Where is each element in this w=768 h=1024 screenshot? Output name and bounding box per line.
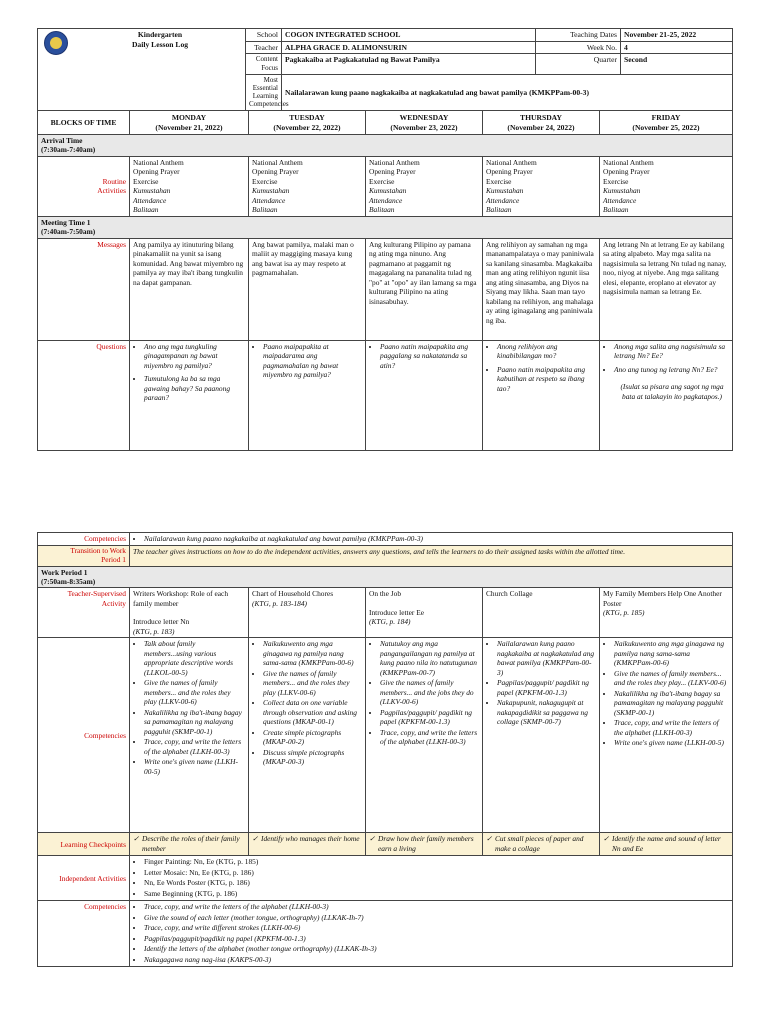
question-item: • Anong mga salita ang nagsisimula sa letrang Nn? Ee? <box>614 342 729 361</box>
question-item: • Paano natin maipapakita ang paggalang sa nakatatanda sa atin? <box>380 342 479 370</box>
independent-activity-item: • Finger Painting: Nn, Ee (KTG, p. 185) <box>144 857 729 866</box>
questions-note: (Isulat sa pisara ang sagot ng mga bata at talakayin ito pagkatapos.) <box>620 382 724 401</box>
question-item: • Paano natin maipapakita ang kabutihan at respeto sa ibang tao? <box>497 365 596 393</box>
competency-item: • Give the names of family members... and the roles they play (LLKV-00-6) <box>144 678 245 706</box>
teacher-supervised-label: Teacher-Supervised Activity <box>38 588 130 638</box>
tsa-thursday: Church Collage <box>483 588 600 638</box>
competency-item: • Give the sound of each letter (mother tongue, orthography) (LLKAK-Ih-7) <box>144 913 729 922</box>
competency-item: • Pagpilas/paggupit/pagdikit ng papel (KPKFM-00-1.3) <box>144 934 729 943</box>
routine-item: National Anthem <box>252 157 303 167</box>
message-tuesday: Ang bawat pamilya, malaki man o maliit ay maggiging masaya kung ang bawat isa ay may respeto at pagmamahalan. <box>249 238 366 340</box>
routine-item: Exercise <box>252 176 278 186</box>
blocks-of-time-header: BLOCKS OF TIME <box>38 111 130 135</box>
competency-item: • Naikukuwento ang mga ginagawa ng pamilya nang sama-sama (KMKPPam-00-6) <box>263 639 362 667</box>
routine-item: Opening Prayer <box>133 167 180 177</box>
competencies-label: Competencies <box>38 638 130 833</box>
questions-monday <box>130 340 249 450</box>
header-table <box>37 28 733 111</box>
competencies-monday <box>130 638 249 833</box>
routine-cell-thursday <box>483 156 600 216</box>
independent-activity-item: • Same Beginning (KTG, p. 186) <box>144 889 729 898</box>
routine-item: Kumustahan <box>133 186 171 196</box>
questions-wednesday <box>366 340 483 450</box>
independent-activity-item: • Letter Mosaic: Nn, Ee (KTG, p. 186) <box>144 868 729 877</box>
competencies-label-top: Competencies <box>38 533 130 546</box>
routine-cell-monday <box>130 156 249 216</box>
message-wednesday: Ang kulturang Pilipino ay pamana ng ating mga ninuno. Ang pagmamano at paggamit ng magagalang na pananalita tulad ng "po" at "opo" ay ilan lamang sa mga kulturang Pilipino na ating isinasabuhay. <box>366 238 483 340</box>
competency-item: • Give the names of family members... and the jobs they do (LLKV-00-6) <box>380 678 479 706</box>
routine-item: Exercise <box>133 176 159 186</box>
message-friday: Ang letrang Nn at letrang Ee ay kabilang sa ating alpabeto. May mga salita na nagsisimula sa letrang Nn tulad ng nanay, noo, niyog at niyebe. Ang mga salitang elesi, elepante, eroplano at elevator ay nagsisimula naman sa letrang Ee. <box>600 238 733 340</box>
routine-item: Exercise <box>369 176 395 186</box>
routine-item: Opening Prayer <box>486 167 533 177</box>
competency-item: • Create simple pictographs (MKAP-00-2) <box>263 728 362 747</box>
competencies-wednesday <box>366 638 483 833</box>
competency-item: • Nakagagawa nang nag-iisa (KAKPS-00-3) <box>144 955 729 964</box>
competency-item: • Nakapupunit, nakagugupit at nakapagdidikit sa paggawa ng collage (SKMP-00-7) <box>497 698 596 726</box>
questions-friday <box>600 340 733 450</box>
competency-item: • Identify the letters of the alphabet (mother tongue orthography) (LLKAK-Ih-3) <box>144 944 729 953</box>
tsa-wednesday: On the Job Introduce letter Ee (KTG, p. 184) <box>366 588 483 638</box>
competency-item: • Give the names of family members... and the roles they play... (LLKV-00-6) <box>614 669 729 688</box>
routine-item: Balitaan <box>603 205 629 215</box>
focus-label: Content Focus <box>246 54 282 75</box>
competency-item: • Natutukoy ang mga pangangailangan ng pamilya at kung paano nila ito natutugunan (KMKPPam-00-7) <box>380 639 479 677</box>
question-item: • Anong relihiyon ang kinabibilangan mo? <box>497 342 596 361</box>
routine-item: Kumustahan <box>369 186 407 196</box>
question-item: • Ano ang tunog ng letrang Nn? Ee? <box>614 365 729 374</box>
routine-item: Exercise <box>486 176 512 186</box>
routine-item: Attendance <box>133 195 167 205</box>
routine-item: Attendance <box>252 195 286 205</box>
top-competency: • Nailalarawan kung paano nagkakaiba at nagkakatulad ang bawat pamilya (KMKPPam-00-3) <box>130 533 733 546</box>
competency-item: • Collect data on one variable through observation and asking questions (MKAP-00-1) <box>263 698 362 726</box>
dates-value: November 21-25, 2022 <box>621 29 733 42</box>
independent-activities-label: Independent Activities <box>38 856 130 901</box>
competency-item: • Talk about family members...using various appropriate descriptive words (LLKOL-00-5) <box>144 639 245 677</box>
teacher-label: Teacher <box>246 41 282 54</box>
competency-item: • Trace, copy, and write the letters of the alphabet (LLKH-00-3) <box>380 728 479 747</box>
tsa-monday: Writers Workshop: Role of each family member Introduce letter Nn (KTG, p. 183) <box>130 588 249 638</box>
week-label: Week No. <box>536 41 621 54</box>
message-thursday: Ang relihiyon ay samahan ng mga mananampalataya o may paniniwala sa kanilang sinasamba. Magkakaiba man ang ating relihiyon ngunit iisa ang ating sinasamba, ang Diyos na Siyang may likha. Saan man tayo kabilang na relihiyon, ang mahalaga ay ating iginagalang ang paniniwala ng iba. <box>483 238 600 340</box>
competency-item: • Trace, copy, and write the letters of the alphabet (LLKH-00-3) <box>614 718 729 737</box>
focus-value: Pagkakaiba at Pagkakatulad ng Bawat Pamilya <box>282 54 536 75</box>
grade-cell <box>38 29 246 111</box>
question-item: • Tumutulong ka ba sa mga gawaing bahay? Sa paanong paraan? <box>144 374 245 402</box>
work-period-table <box>37 532 733 967</box>
competency-item: • Write one's given name (LLKH-00-5) <box>614 738 729 747</box>
school-label: School <box>246 29 282 42</box>
tsa-friday: My Family Members Help One Another Poster (KTG, p. 185) <box>600 588 733 638</box>
schedule-table <box>37 110 733 451</box>
routine-cell-wednesday <box>366 156 483 216</box>
bottom-competencies-label: Competencies <box>38 901 130 967</box>
checkpoint-monday: ✓ Describe the roles of their family member <box>130 833 249 856</box>
tsa-tuesday: Chart of Household Chores (KTG, p. 183-184) <box>249 588 366 638</box>
checkpoint-friday: ✓ Identify the name and sound of letter Nn and Ee <box>600 833 733 856</box>
routine-item: Attendance <box>486 195 520 205</box>
routine-item: National Anthem <box>133 157 184 167</box>
teacher-value: ALPHA GRACE D. ALIMONSURIN <box>282 41 536 54</box>
transition-label: Transition to Work Period 1 <box>38 546 130 566</box>
questions-label: Questions <box>38 340 130 450</box>
competency-item: • Pagpilas/paggupit/ pagdikit ng papel (KPKFM-00-1.3) <box>497 678 596 697</box>
checkpoint-wednesday: ✓ Draw how their family members earn a living <box>366 833 483 856</box>
routine-cell-tuesday <box>249 156 366 216</box>
independent-activities <box>130 856 733 901</box>
day-header-thursday: THURSDAY (November 24, 2022) <box>483 111 600 135</box>
question-item: • Ano ang mga tungkuling ginagampanan ng bawat miyembro ng pamilya? <box>144 342 245 370</box>
routine-cell-friday <box>600 156 733 216</box>
messages-label: Messages <box>38 238 130 340</box>
competency-item: • Nailalarawan kung paano nagkakaiba at nagkakatulad ang bawat pamilya (KMKPPam-00-3) <box>497 639 596 677</box>
day-header-wednesday: WEDNESDAY (November 23, 2022) <box>366 111 483 135</box>
competency-item: • Write one's given name (LLKH-00-5) <box>144 757 245 776</box>
routine-item: Kumustahan <box>252 186 290 196</box>
routine-item: Attendance <box>603 195 637 205</box>
arrival-time-row: Arrival Time (7:30am-7:40am) <box>38 135 733 157</box>
routine-item: Kumustahan <box>603 186 641 196</box>
day-header-friday: FRIDAY (November 25, 2022) <box>600 111 733 135</box>
day-header-monday: MONDAY (November 21, 2022) <box>130 111 249 135</box>
competency-item: • Trace, copy, and write the letters of the alphabet (LLKH-00-3) <box>144 902 729 911</box>
school-value: COGON INTEGRATED SCHOOL <box>282 29 536 42</box>
mel-label: Most Essential Learning Competencies <box>246 75 282 110</box>
quarter-label: Quarter <box>536 54 621 75</box>
competencies-friday <box>600 638 733 833</box>
checkpoint-tuesday: ✓ Identify who manages their home <box>249 833 366 856</box>
independent-activity-item: • Nn, Ee Words Poster (KTG, p. 186) <box>144 878 729 887</box>
competencies-tuesday <box>249 638 366 833</box>
questions-tuesday <box>249 340 366 450</box>
question-item: • Paano maipapakita at maipadarama ang pagmamahalan ng bawat miyembro ng pamilya? <box>263 342 362 380</box>
routine-item: National Anthem <box>603 157 654 167</box>
routine-item: Attendance <box>369 195 403 205</box>
routine-item: Kumustahan <box>486 186 524 196</box>
routine-item: Balitaan <box>252 205 278 215</box>
day-header-tuesday: TUESDAY (November 22, 2022) <box>249 111 366 135</box>
transition-text: The teacher gives instructions on how to do the independent activities, answers any questions, and tells the learners to do their assigned tasks within the allotted time. <box>130 546 733 566</box>
routine-item: Opening Prayer <box>603 167 650 177</box>
routine-item: Exercise <box>603 176 629 186</box>
competencies-thursday <box>483 638 600 833</box>
competency-item: • Discuss simple pictographs (MKAP-00-3) <box>263 748 362 767</box>
routine-item: National Anthem <box>486 157 537 167</box>
log-title: Daily Lesson Log <box>131 39 189 49</box>
routine-item: Balitaan <box>369 205 395 215</box>
competency-item: • Nakalilikha ng iba't-ibang bagay sa pamamagitan ng malayang pagguhit (SKMP-00-1) <box>614 689 729 717</box>
competency-item: • Pagpilas/paggupit/ pagdikit ng papel (KPKFM-00-1.3) <box>380 708 479 727</box>
mel-value: Nailalarawan kung paano nagkakaiba at nagkakatulad ang bawat pamilya (KMKPPam-00-3) <box>282 75 733 110</box>
meeting-time-row: Meeting Time 1 (7:40am-7:50am) <box>38 216 733 238</box>
bottom-competencies <box>130 901 733 967</box>
routine-item: Balitaan <box>486 205 512 215</box>
checkpoint-thursday: ✓ Cut small pieces of paper and make a collage <box>483 833 600 856</box>
questions-thursday <box>483 340 600 450</box>
routine-item: Opening Prayer <box>369 167 416 177</box>
week-value: 4 <box>621 41 733 54</box>
routine-item: Opening Prayer <box>252 167 299 177</box>
dates-label: Teaching Dates <box>536 29 621 42</box>
competency-item: • Give the names of family members... and the roles they play (LLKV-00-6) <box>263 669 362 697</box>
quarter-value: Second <box>621 54 733 75</box>
routine-item: National Anthem <box>369 157 420 167</box>
routine-activities-label: Routine Activities <box>38 156 130 216</box>
competency-item: • Trace, copy, and write the letters of the alphabet (LLKH-00-3) <box>144 737 245 756</box>
grade-label: Kindergarten <box>137 30 183 39</box>
learning-checkpoints-label: Learning Checkpoints <box>38 833 130 856</box>
routine-item: Balitaan <box>133 205 159 215</box>
message-monday: Ang pamilya ay itinuturing bilang pinakamaliit na yunit sa isang komunidad. Ang bawat miyembro ng pamilya ay may iba't ibang tungkulin na dapat gampanan. <box>130 238 249 340</box>
competency-item: • Naikukuwento ang mga ginagawa ng pamilya nang sama-sama (KMKPPam-00-6) <box>614 639 729 667</box>
competency-item: • Trace, copy, and write different strokes (LLKH-00-6) <box>144 923 729 932</box>
work-period-row: Work Period 1 (7:50am-8:35am) <box>38 566 733 588</box>
competency-item: • Nakalilikha ng iba't-ibang bagay sa pamamagitan ng malayang pagguhit (SKMP-00-1) <box>144 708 245 736</box>
